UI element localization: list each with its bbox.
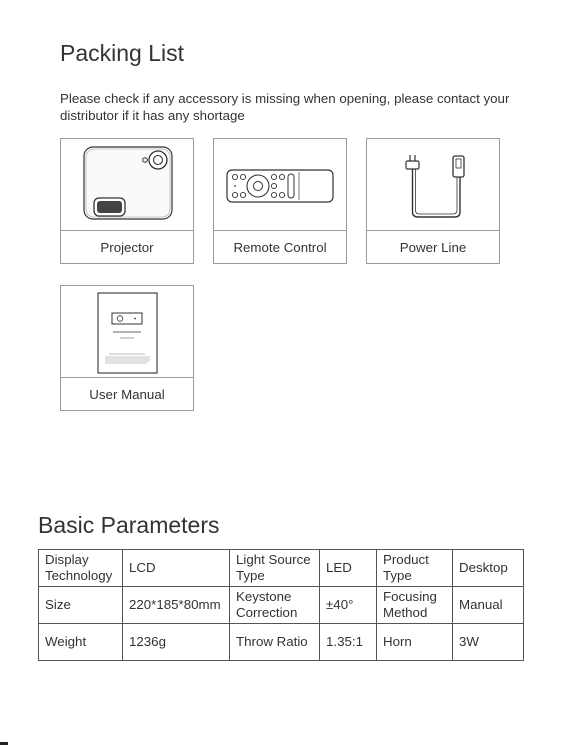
packing-item-label: User Manual [89, 386, 165, 402]
packing-list-intro: Please check if any accessory is missing when opening, please contact your distributor if it has any shortage [60, 91, 510, 123]
basic-parameters-title: Basic Parameters [38, 512, 220, 538]
param-name: Horn [377, 624, 453, 661]
param-value: LCD [123, 550, 230, 587]
table-row [39, 550, 524, 587]
packing-item-projector [60, 138, 194, 264]
user-manual-icon [61, 286, 193, 378]
param-value: 220*185*80mm [123, 587, 230, 624]
power-line-icon [367, 139, 499, 231]
packing-item-user-manual [60, 285, 194, 411]
param-value: LED [320, 550, 377, 587]
param-name: Throw Ratio [230, 624, 320, 661]
param-name: Focusing Method [377, 587, 453, 624]
parameters-table [38, 549, 524, 661]
table-row [39, 624, 524, 661]
table-row [39, 587, 524, 624]
param-value: 1236g [123, 624, 230, 661]
param-value: 3W [453, 624, 524, 661]
packing-list-title: Packing List [60, 40, 185, 66]
param-name: Size [39, 587, 123, 624]
packing-item-label: Remote Control [233, 239, 327, 255]
param-value: Manual [453, 587, 524, 624]
packing-item-power-line [366, 138, 500, 264]
param-value: Desktop [453, 550, 524, 587]
packing-item-remote-control [213, 138, 347, 264]
param-name: Display Technology [39, 550, 123, 587]
param-name: Light Source Type [230, 550, 320, 587]
param-value: ±40° [320, 587, 377, 624]
projector-icon [61, 139, 193, 231]
packing-item-label: Power Line [399, 239, 467, 255]
param-value: 1.35:1 [320, 624, 377, 661]
param-name: Keystone Correction [230, 587, 320, 624]
packing-item-label: Projector [100, 239, 154, 255]
remote-control-icon [214, 139, 346, 231]
param-name: Product Type [377, 550, 453, 587]
param-name: Weight [39, 624, 123, 661]
